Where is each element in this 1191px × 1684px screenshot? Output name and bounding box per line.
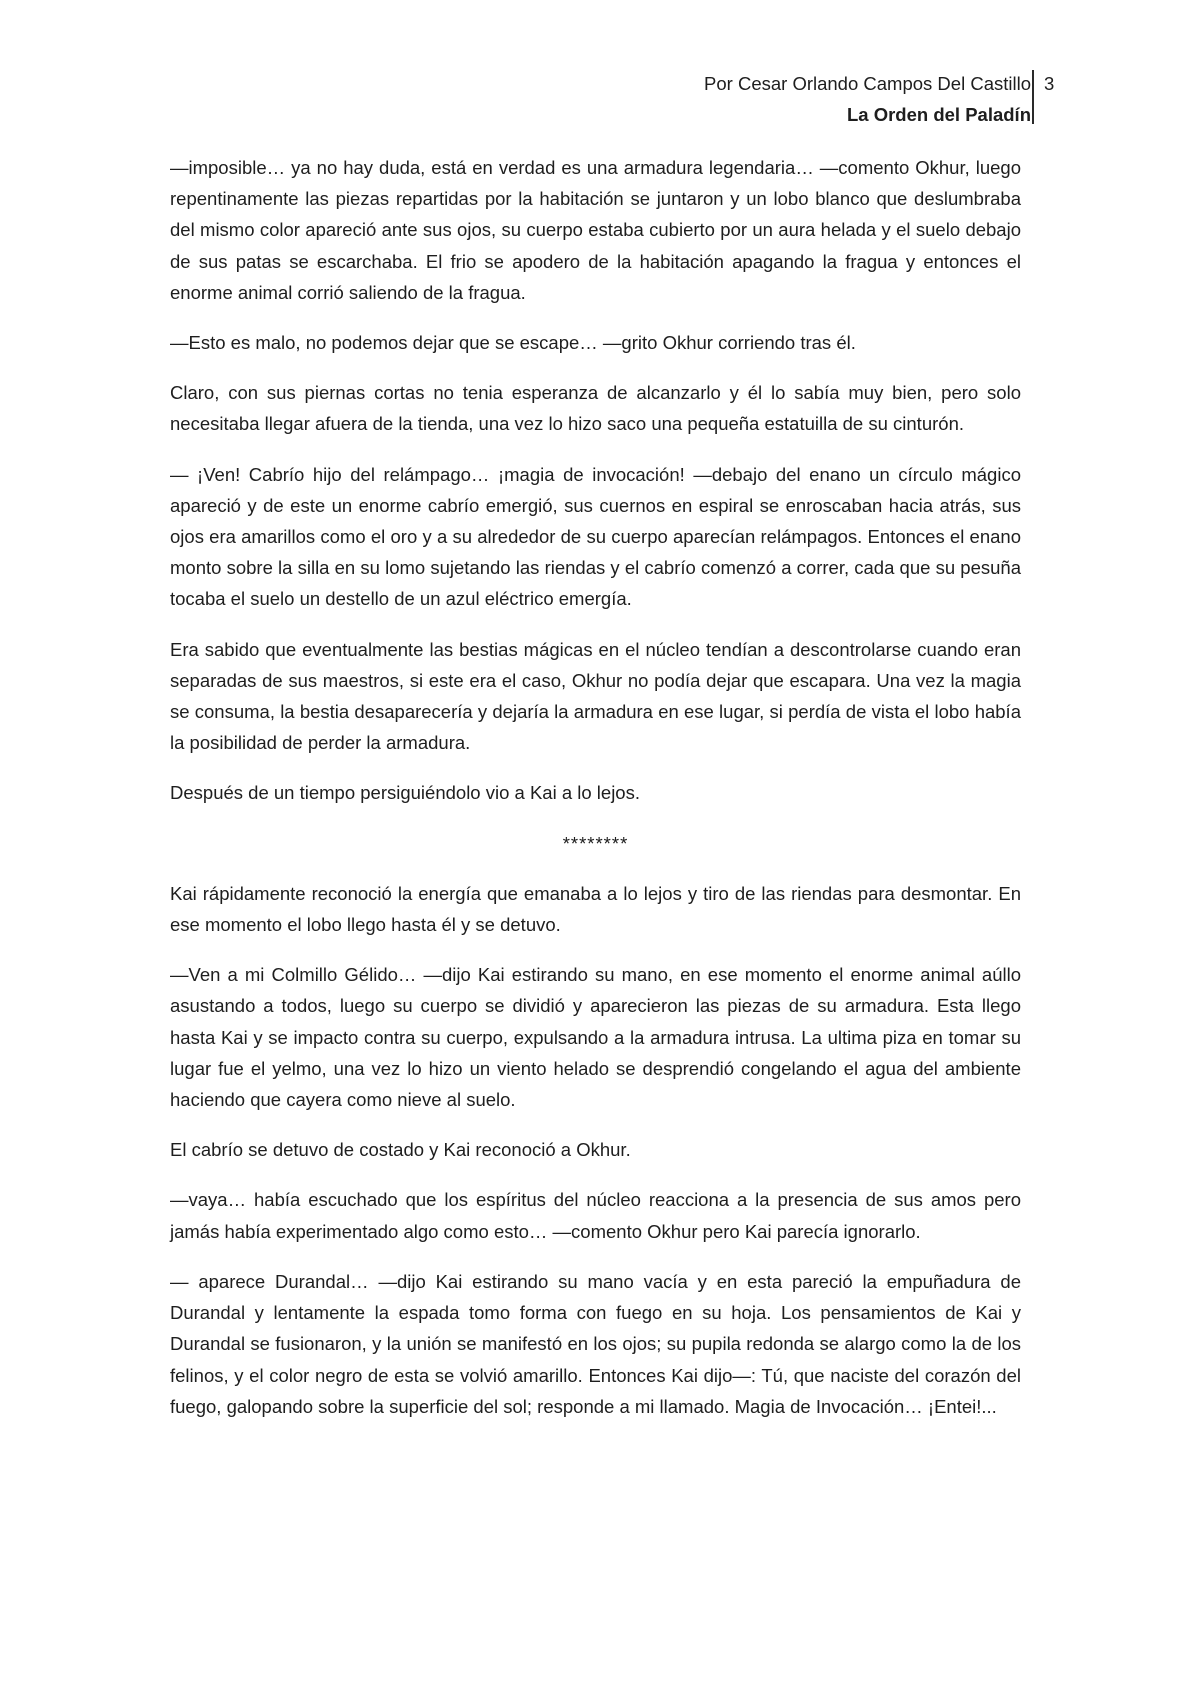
header-author: Por Cesar Orlando Campos Del Castillo <box>704 73 1031 94</box>
paragraph: — ¡Ven! Cabrío hijo del relámpago… ¡magia de invocación! —debajo del enano un círculo mágico apareció y de este un enorme cabrío emergió, sus cuernos en espiral se enroscaban hacia atrás, sus ojos era amarillos como el oro y a su alrededor de su cuerpo aparecían relámpagos. Entonces el enano monto sobre la silla en su lomo sujetando las riendas y el cabrío comenzó a correr, cada que su pesuña tocaba el suelo un destello de un azul eléctrico emergía. <box>170 463 1021 610</box>
page-number: 3 <box>1044 73 1055 94</box>
paragraph: —vaya… había escuchado que los espíritus del núcleo reacciona a la presencia de sus amos pero jamás había experimentado algo como esto… —comento Okhur pero Kai parecía ignorarlo. <box>170 1189 1021 1242</box>
paragraph: — aparece Durandal… —dijo Kai estirando su mano vacía y en esta pareció la empuñadura de Durandal y lentamente la espada tomo forma con fuego en su hoja. Los pensamientos de Kai y Durandal se fusionaron, y la unión se manifestó en los ojos; su pupila redonda se alargo como la de los felinos, y el color negro de esta se volvió amarillo. Entonces Kai dijo—: Tú, que naciste del corazón del fuego, galopando sobre la superficie del sol; responde a mi llamado. Magia de Invocación… ¡Entei!... <box>170 1270 1021 1417</box>
header-divider <box>1032 70 1034 124</box>
paragraph: —Ven a mi Colmillo Gélido… —dijo Kai estirando su mano, en ese momento el enorme animal aúllo asustando a todos, luego su cuerpo se dividió y aparecieron las piezas de su armadura. Esta llego hasta Kai y se impacto contra su cuerpo, expulsando a la armadura intrusa. La ultima piza en tomar su lugar fue el yelmo, una vez lo hizo un viento helado se desprendió congelando el agua del ambiente haciendo que cayera como nieve al suelo. <box>170 964 1021 1111</box>
paragraph: Después de un tiempo persiguiéndolo vio a Kai a lo lejos. <box>170 782 640 804</box>
paragraph: El cabrío se detuvo de costado y Kai reconoció a Okhur. <box>170 1139 631 1161</box>
paragraph: Claro, con sus piernas cortas no tenia esperanza de alcanzarlo y él lo sabía muy bien, pero solo necesitaba llegar afuera de la tienda, una vez lo hizo saco una pequeña estatuilla de su cinturón. <box>170 382 1021 435</box>
body-text <box>170 152 1021 1441</box>
paragraph: —Esto es malo, no podemos dejar que se escape… —grito Okhur corriendo tras él. <box>170 332 856 354</box>
paragraph: Kai rápidamente reconoció la energía que emanaba a lo lejos y tiro de las riendas para desmontar. En ese momento el lobo llego hasta él y se detuvo. <box>170 882 1021 936</box>
scene-separator: ******** <box>562 832 629 854</box>
header-book-title: La Orden del Paladín <box>846 104 1031 125</box>
page-header <box>704 68 1031 130</box>
paragraph: Era sabido que eventualmente las bestias mágicas en el núcleo tendían a descontrolarse cuando eran separadas de sus maestros, si este era el caso, Okhur no podía dejar que escapara. Una vez la magia se consuma, la bestia desaparecería y dejaría la armadura en ese lugar, si perdía de vista el lobo había la posibilidad de perder la armadura. <box>170 638 1021 754</box>
paragraph: —imposible… ya no hay duda, está en verdad es una armadura legendaria… —comento Okhur, luego repentinamente las piezas repartidas por la habitación se juntaron y un lobo blanco que deslumbraba del mismo color apareció ante sus ojos, su cuerpo estaba cubierto por un aura helada y el suelo debajo de sus patas se escarchaba. El frio se apodero de la habitación apagando la fragua y entonces el enorme animal corrió saliendo de la fragua. <box>170 157 1021 303</box>
